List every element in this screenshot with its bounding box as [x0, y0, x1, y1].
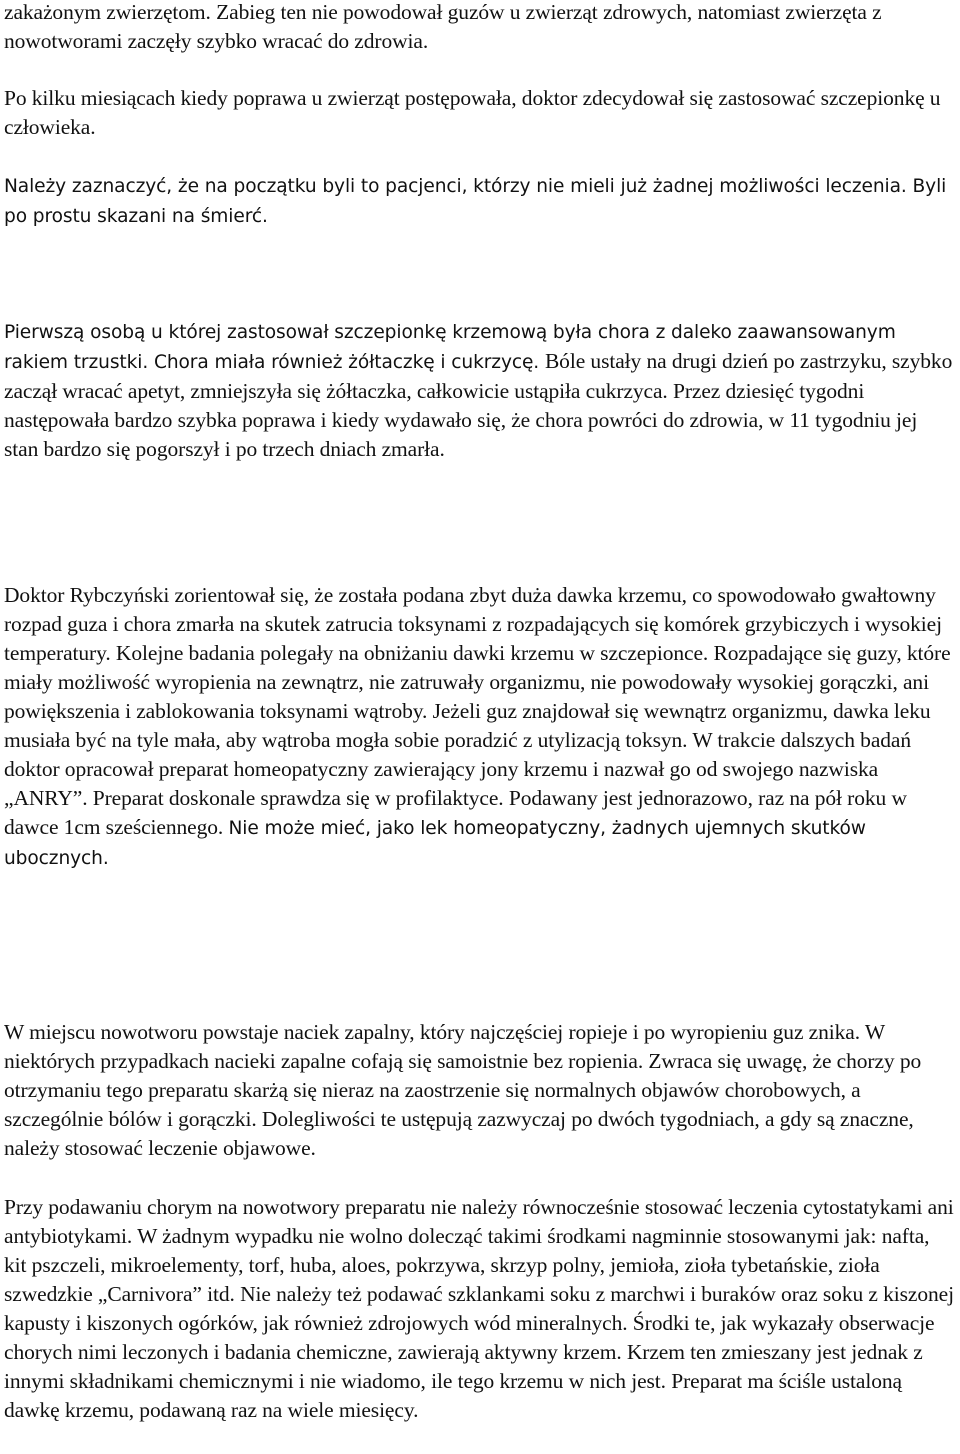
paragraph-human-trial: [4, 84, 956, 142]
text-segment: zakażonym zwierzętom. Zabieg ten nie powodował guzów u zwierząt zdrowych, natomiast zwierzęta z nowotworami zaczęły szybko wracać do zdrowia.: [4, 0, 882, 53]
text-segment: Doktor Rybczyński zorientował się, że została podana zbyt duża dawka krzemu, co spowodowało gwałtowny rozpad guza i chora zmarła na skutek zatrucia toksynami z rozpadających się komórek grzybiczych i wysokiej temperatury. Kolejne badania polegały na obniżaniu dawki krzemu w szczepionce. Rozpadające się guzy, które miały możliwość wyropienia na zewnątrz, nie zatruwały organizmu, nie powodowały wysokiej gorączki, ani powiększenia i zablokowania toksynami wątroby. Jeżeli guz znajdował się wewnątrz organizmu, dawka leku musiała być na tyle mała, aby wątroba mogła sobie poradzić z utylizacją toksyn. W trakcie dalszych badań doktor opracował preparat homeopatyczny zawierający jony krzemu i nazwał go od swojego nazwiska „ANRY”. Preparat doskonale sprawdza się w profilaktyce. Podawany jest jednorazowo, raz na pół roku w dawce 1cm sześciennego.: [4, 583, 951, 839]
paragraph-contraindications: [4, 1193, 956, 1425]
text-segment: Bóle ustały na drugi dzień po zastrzyku, szybko zaczął wracać apetyt, zmniejszyła się żółtaczka, całkowicie ustąpiła cukrzyca. Przez dziesięć tygodni następowała bardzo szybka poprawa i kiedy wydawało się, że chora powróci do zdrowia, w 11 tygodniu jej stan bardzo się pogorszył i po trzech dniach zmarła.: [4, 349, 953, 461]
paragraph-intro-continuation: [4, 0, 956, 56]
paragraph-patients-note: [4, 171, 956, 231]
text-segment: Pierwszą osobą u której zastosował szczepionkę krzemową była chora z daleko zaawansowanym rakiem trzustki. Chora miała również żółtaczkę i cukrzycę.: [4, 322, 896, 373]
text-segment: Przy podawaniu chorym na nowotwory preparatu nie należy równocześnie stosować leczenia cytostatykami ani antybiotykami. W żadnym wypadku nie wolno dolecząć takimi środkami nagminnie stosowanymi jak: nafta, kit pszczeli, mikroelementy, torf, huba, aloes, pokrzywa, skrzyp polny, jemioła, zioła tybetańskie, zioła szwedzkie „Carnivora” itd. Nie należy też podawać szklankami soku z marchwi i buraków oraz soku z kiszonej kapusty i kiszonych ogórków, jak również zdrojowych wód mineralnych. Środki te, jak wykazały obserwacje chorych nimi leczonych i badania chemiczne, zawierają aktywny krzem. Krzem ten zmieszany jest jednak z innymi składnikami chemicznymi i nie wiadomo, ile tego krzemu w nich jest. Preparat ma ściśle ustaloną dawkę krzemu, podawaną raz na wiele miesięcy.: [4, 1195, 954, 1422]
text-segment: Należy zaznaczyć, że na początku byli to pacjenci, którzy nie mieli już żadnej możliwości leczenia. Byli po prostu skazani na śmierć.: [4, 176, 947, 227]
text-segment: W miejscu nowotworu powstaje naciek zapalny, który najczęściej ropieje i po wyropieniu guz znika. W niektórych przypadkach nacieki zapalne cofają się samoistnie bez ropienia. Zwraca się uwagę, że chorzy po otrzymaniu tego preparatu skarżą się nieraz na zaostrzenie się normalnych objawów chorobowych, a szczególnie bólów i gorączki. Dolegliwości te ustępują zazwyczaj po dwóch tygodniach, a gdy są znaczne, należy stosować leczenie objawowe.: [4, 1020, 922, 1160]
paragraph-inflammation: [4, 1018, 956, 1163]
paragraph-first-patient: [4, 317, 956, 464]
text-segment: Nie może mieć, jako lek homeopatyczny, żadnych ujemnych skutków ubocznych.: [4, 818, 866, 869]
paragraph-dosage-research: [4, 581, 956, 873]
text-segment: Po kilku miesiącach kiedy poprawa u zwierząt postępowała, doktor zdecydował się zastosować szczepionkę u człowieka.: [4, 86, 941, 139]
